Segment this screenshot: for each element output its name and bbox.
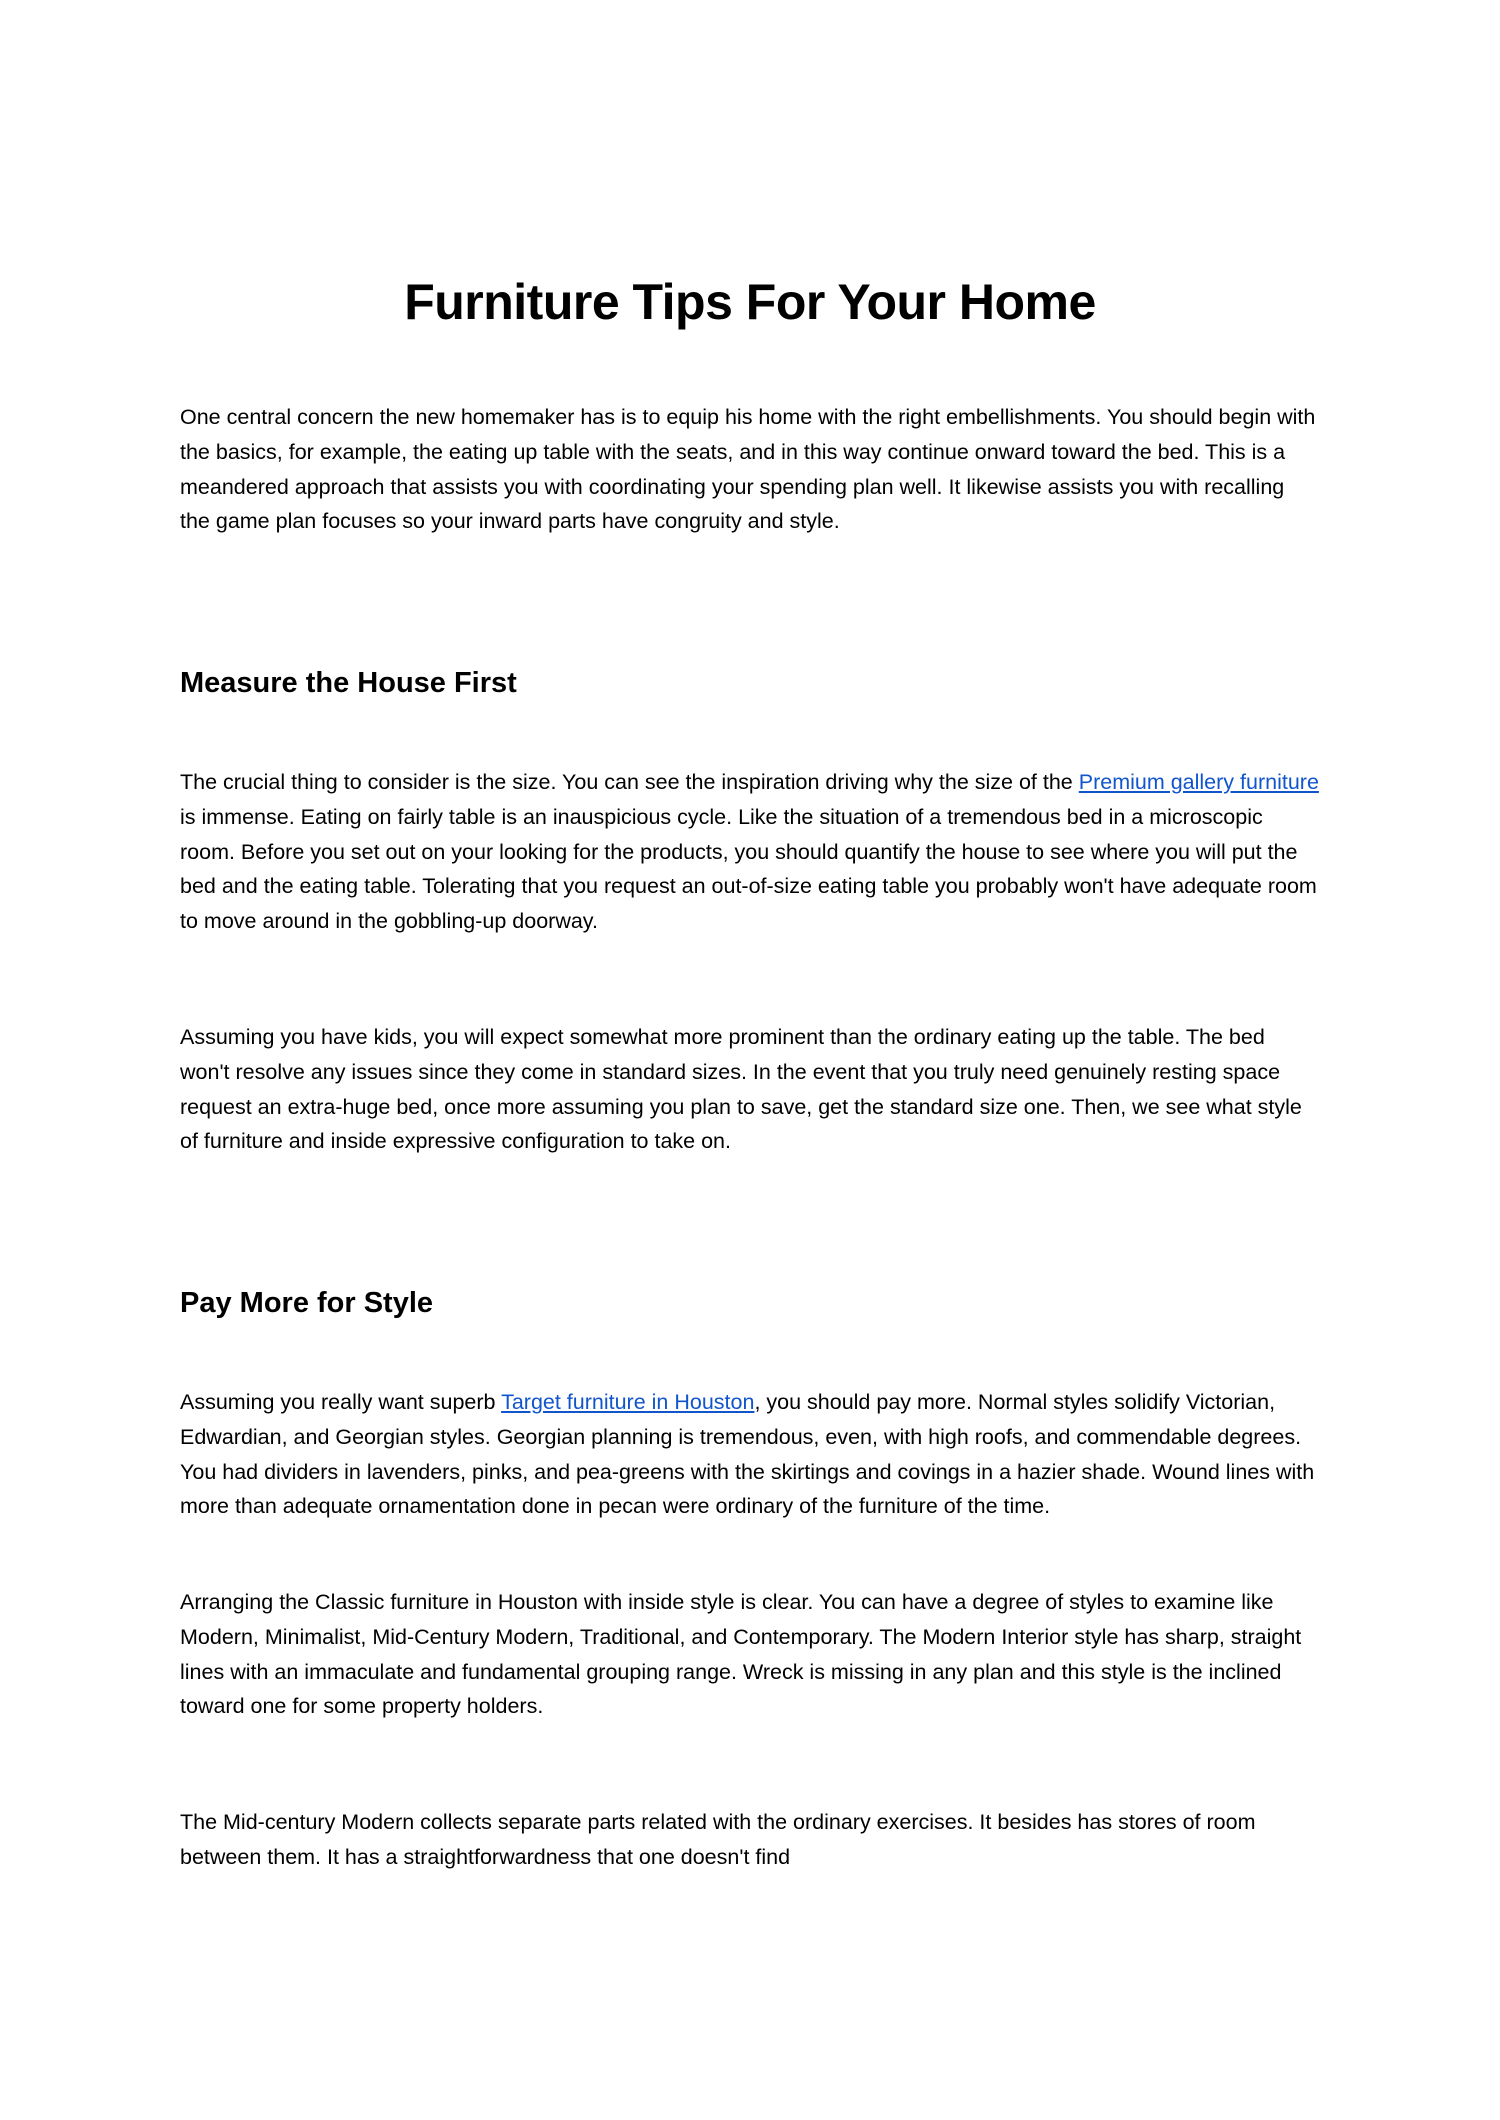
paragraph-intro: One central concern the new homemaker has is to equip his home with the right embellishments. You should begin with the basics, for example, the eating up table with the seats, and in this way continue onward toward the bed. This is a meandered approach that assists you with coordinating your spending plan well. It likewise assists you with recalling the game plan focuses so your inward parts have congruity and style. xyxy=(180,405,1316,534)
page-title: Furniture Tips For Your Home xyxy=(404,274,1096,330)
paragraph-style-3: The Mid-century Modern collects separate parts related with the ordinary exercises. It besides has stores of room between them. It has a straightforwardness that one doesn't find xyxy=(180,1810,1256,1869)
paragraph-style-1-text-after: , you should pay more. Normal styles solidify Victorian, Edwardian, and Georgian styles. Georgian planning is tremendous, even, with high roofs, and commendable degrees. You had dividers in lavenders, pinks, and pea-greens with the skirtings and covings in a hazier shade. Wound lines with more than adequate ornamentation done in pecan were ordinary of the furniture of the time. xyxy=(180,1390,1315,1519)
paragraph-style-2-block xyxy=(180,1585,1320,1724)
target-furniture-houston-link[interactable]: Target furniture in Houston xyxy=(501,1390,755,1414)
section-heading-measure: Measure the House First xyxy=(180,667,517,699)
paragraph-style-1-block xyxy=(180,1385,1320,1524)
paragraph-measure-1-block xyxy=(180,765,1320,939)
heading-measure-block xyxy=(180,665,1320,703)
paragraph-measure-2: Assuming you have kids, you will expect somewhat more prominent than the ordinary eating up the table. The bed won't resolve any issues since they come in standard sizes. In the event that you truly need genuinely resting space request an extra-huge bed, once more assuming you plan to save, get the standard size one. Then, we see what style of furniture and inside expressive configuration to take on. xyxy=(180,1025,1302,1154)
premium-gallery-furniture-link[interactable]: Premium gallery furniture xyxy=(1078,770,1319,794)
paragraph-style-3-block xyxy=(180,1805,1320,1875)
paragraph-style-2: Arranging the Classic furniture in Houston with inside style is clear. You can have a degree of styles to examine like Modern, Minimalist, Mid-Century Modern, Traditional, and Contemporary. The Modern Interior style has sharp, straight lines with an immaculate and fundamental grouping range. Wreck is missing in any plan and this style is the inclined toward one for some property holders. xyxy=(180,1590,1302,1719)
paragraph-measure-1 xyxy=(180,765,1320,939)
section-heading-pay-more: Pay More for Style xyxy=(180,1287,434,1319)
heading-pay-more-block xyxy=(180,1285,1320,1323)
paragraph-intro-block xyxy=(180,400,1320,539)
paragraph-measure-1-text-after: is immense. Eating on fairly table is an inauspicious cycle. Like the situation of a tremendous bed in a microscopic room. Before you set out on your looking for the products, you should quantify the house to see where you will put the bed and the eating table. Tolerating that you request an out-of-size eating table you probably won't have adequate room to move around in the gobbling-up doorway. xyxy=(180,804,1317,934)
paragraph-measure-2-block xyxy=(180,1020,1320,1159)
paragraph-measure-1-text-before: The crucial thing to consider is the size. You can see the inspiration driving why the size of the xyxy=(180,770,1079,794)
paragraph-style-1 xyxy=(180,1385,1320,1524)
paragraph-style-1-text-before: Assuming you really want superb xyxy=(180,1390,502,1414)
